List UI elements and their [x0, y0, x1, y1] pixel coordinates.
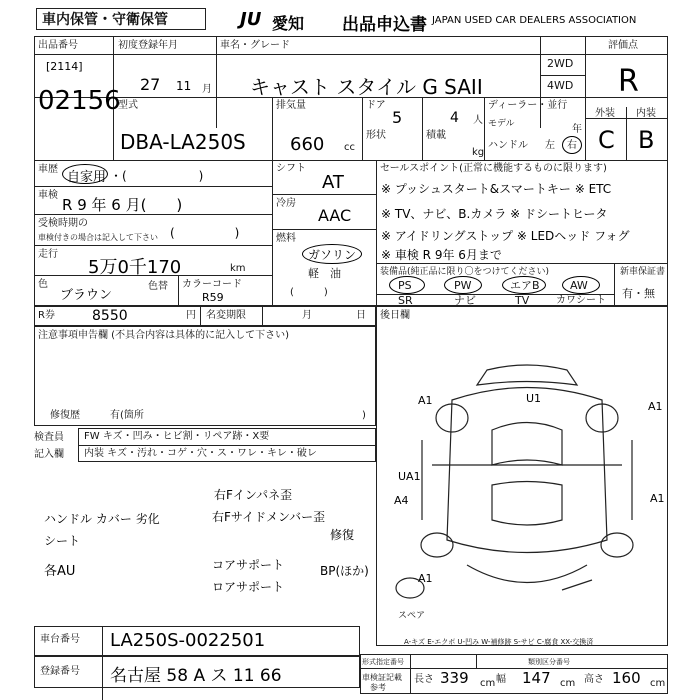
- first-reg-year: 27: [140, 75, 161, 94]
- length-unit: cm: [480, 678, 496, 689]
- reinspect-sub: 車検付きの場合は記入して下さい: [38, 233, 158, 242]
- equip-pw-circle: [444, 276, 482, 294]
- ticket-label: R券: [38, 310, 55, 321]
- seat-unit: 人: [473, 115, 483, 126]
- wd4-label: 4WD: [547, 79, 574, 92]
- sales-label: セールスポイント(正常に機能するものに限ります): [380, 163, 607, 174]
- size-label: 車検証記載: [362, 673, 402, 682]
- height-label: 高さ: [584, 674, 604, 685]
- notes-label: 注意事項申告欄 (不具合内容は具体的に記入して下さい): [38, 330, 289, 341]
- entry-label: 記入欄: [34, 449, 64, 460]
- color-value: ブラウン: [60, 288, 113, 303]
- wd2-label: 2WD: [547, 57, 574, 70]
- inspect-row1: FW キズ・凹み・ヒビ割・リペア跡・X要: [84, 431, 270, 442]
- first-reg-month: 11: [176, 79, 192, 93]
- color-code-label: カラーコード: [182, 279, 242, 290]
- equip-aw-circle: [562, 276, 600, 294]
- sales-line4: ※ 車検 R 9年 6月まで: [381, 248, 502, 262]
- mark-a4: A4: [394, 494, 409, 507]
- fuel-label: 燃料: [276, 233, 296, 244]
- mileage-value: 5万0千170: [88, 257, 182, 278]
- mileage-label: 走行: [38, 249, 58, 260]
- logo-org: 愛知: [272, 14, 305, 33]
- fuel-value: ガソリン: [308, 248, 357, 262]
- name-change-label: 名変期限: [206, 310, 246, 321]
- first-reg-month-unit: 月: [202, 84, 212, 95]
- reinspect-value: ( ): [170, 226, 240, 240]
- mark-a1-r: A1: [650, 492, 665, 505]
- hw-note-3: 各AU: [44, 564, 76, 579]
- width-value: 147: [522, 669, 551, 687]
- car-name-label: 車名・グレード: [220, 40, 290, 51]
- shaken-label: 車検: [38, 190, 58, 201]
- handle-right: 右: [567, 140, 577, 151]
- chassis-label: 車台番号: [40, 634, 80, 645]
- equip-airbag: エアB: [510, 279, 540, 292]
- shaken-value: R 9 年 6 月( ): [62, 196, 183, 214]
- disp-label: 排気量: [276, 100, 306, 111]
- mark-u1: U1: [526, 392, 542, 405]
- hw-note-r4: コアサポート: [212, 558, 285, 572]
- sales-line1: ※ プッシュスタート&スマートキー ※ ETC: [381, 182, 612, 196]
- equip-aw: AW: [570, 279, 588, 292]
- shift-value: AT: [322, 172, 344, 193]
- equip-ps-circle: [389, 276, 425, 294]
- spare-label: スペア: [398, 611, 426, 621]
- equip-ps: PS: [398, 279, 412, 292]
- width-label: 幅: [496, 674, 506, 685]
- ticket-value: 8550: [92, 308, 128, 324]
- legend: A-キズ E-エクボ U-凹み W-補修跡 S-サビ C-腐食 XX-交換済: [404, 638, 594, 646]
- exterior-value: C: [598, 126, 615, 154]
- storage-tag-text: 車内保管・守衛保管: [42, 12, 168, 28]
- first-reg-label: 初度登録年月: [118, 40, 178, 51]
- dealer-label: ディーラー・並行: [488, 100, 568, 111]
- form-title: 出品申込書: [342, 15, 427, 35]
- name-change-month: 月: [302, 310, 312, 321]
- warranty-label: 新車保証書: [620, 267, 666, 277]
- height-value: 160: [612, 669, 641, 687]
- ticket-unit: 円: [186, 310, 196, 321]
- disp-unit: cc: [344, 142, 355, 153]
- reg-label: 登録番号: [40, 666, 80, 677]
- hw-note-r5: ロアサポート: [212, 580, 285, 594]
- ac-label: 冷房: [276, 198, 296, 209]
- equip-label: 装備品(純正品に限り〇をつけてください): [380, 267, 550, 277]
- chassis-value: LA250S-0022501: [110, 630, 266, 651]
- sales-line2: ※ TV、ナビ、B.カメラ ※ ドシートヒータ: [381, 207, 608, 221]
- equip-seat: カワシート: [556, 295, 606, 306]
- repair-label: 修復歴: [50, 410, 80, 421]
- equip-airbag-circle: [502, 276, 546, 294]
- warranty-value: 有・無: [622, 287, 655, 300]
- interior-value: B: [638, 126, 655, 154]
- size-sub: 参考: [370, 683, 386, 692]
- rating-label: 評価点: [608, 40, 638, 51]
- shift-label: シフト: [276, 163, 306, 174]
- hw-note-r2: 右Fサイドメンバー歪: [212, 510, 326, 524]
- fuel2-value: 軽 油: [308, 267, 341, 280]
- hw-note-2: シート: [44, 534, 81, 548]
- equip-navi: ナビ: [454, 294, 476, 307]
- spec-label: 形式指定番号: [362, 658, 404, 666]
- shape-label: 形状: [366, 130, 386, 141]
- equip-pw: PW: [454, 279, 472, 292]
- length-value: 339: [440, 669, 469, 687]
- hw-note-r6: BP(ほか): [320, 564, 369, 578]
- hw-note-r3: 修復: [330, 528, 355, 542]
- reg-value: 名古屋 58 A ス 11 66: [110, 666, 282, 686]
- hw-note-r1: 右Fインパネ歪: [214, 488, 293, 502]
- disp-value: 660: [290, 134, 325, 155]
- equip-tv: TV: [515, 294, 530, 307]
- mark-a1-bl: A1: [418, 572, 433, 585]
- load-unit: kg: [472, 147, 485, 158]
- load-label: 積載: [426, 130, 446, 141]
- color-label: 色: [38, 279, 48, 290]
- mark-a1-tl: A1: [418, 394, 433, 407]
- equip-sr: SR: [398, 294, 413, 307]
- color-code: R59: [202, 291, 224, 304]
- model-year-label: モデル: [488, 119, 515, 129]
- car-name: キャスト スタイル G SAII: [250, 75, 483, 99]
- door-label: ドア: [366, 100, 386, 111]
- name-change-day: 日: [356, 310, 366, 321]
- exterior-label: 外装: [595, 108, 615, 119]
- history-value: 自家用: [67, 170, 107, 185]
- history-rest: ・( ): [110, 169, 204, 183]
- mileage-unit: km: [230, 263, 246, 274]
- history-label: 車歴: [38, 164, 58, 175]
- sales-line3: ※ アイドリングストップ ※ LEDヘッド フォグ: [381, 229, 630, 243]
- inspect-row2: 内装 キズ・汚れ・コゲ・穴・ス・ワレ・キレ・破レ: [84, 448, 317, 459]
- after-label: 後日欄: [380, 310, 410, 321]
- repair-close: ): [362, 410, 366, 421]
- lot-label: 出品番号: [38, 40, 78, 51]
- mark-a1-tr: A1: [648, 400, 663, 413]
- rating-value: R: [618, 64, 639, 99]
- reinspect-label: 受検時期の: [38, 218, 88, 229]
- handle-left: 左: [545, 140, 555, 151]
- height-unit: cm: [650, 678, 666, 689]
- ac-value: AAC: [318, 206, 352, 225]
- repair-value: 有(箇所: [110, 410, 144, 421]
- length-label: 長さ: [414, 674, 434, 685]
- category-label: 類別区分番号: [528, 658, 570, 666]
- logo-mark: JU: [240, 9, 262, 30]
- model-label: 型式: [118, 100, 138, 111]
- model-year-unit: 年: [572, 124, 582, 135]
- doors-value: 5: [392, 108, 403, 127]
- inspector-label: 検査員: [34, 432, 64, 443]
- hw-note-1: ハンドル カバー 劣化: [44, 512, 160, 526]
- mark-ua1: UA1: [398, 470, 421, 483]
- fuel-paren: ( ): [290, 287, 328, 298]
- ticket-row: [34, 306, 376, 326]
- model-value: DBA-LA250S: [120, 130, 246, 154]
- lot-number: 02156: [38, 86, 121, 116]
- width-unit: cm: [560, 678, 576, 689]
- seats-value: 4: [450, 110, 459, 126]
- color-change-label: 色替: [148, 281, 168, 292]
- handle-label: ハンドル: [488, 140, 528, 151]
- lot-sub: [2114]: [46, 60, 83, 73]
- org-english: JAPAN USED CAR DEALERS ASSOCIATION: [432, 15, 637, 26]
- interior-label: 内装: [636, 108, 656, 119]
